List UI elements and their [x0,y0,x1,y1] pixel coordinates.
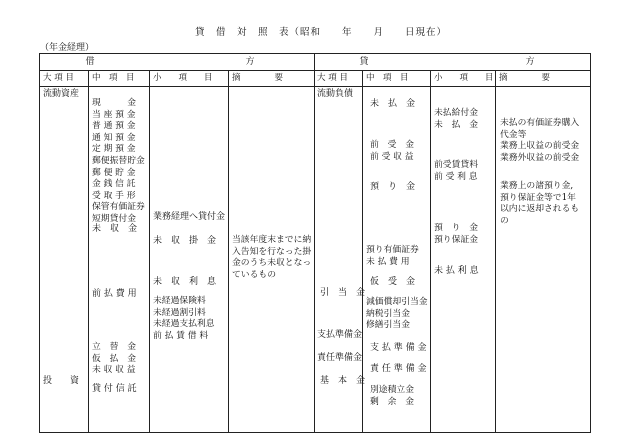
col-middle: 中 項 目 [92,73,135,83]
right-middle-column-4 [370,385,414,408]
column-header-divider [40,86,590,87]
right-summary-line: 預り保証金等で1年 [500,192,576,203]
right-major-liability-reserve: 責任準備金 [317,353,363,363]
credit-label: 貸 [359,57,369,67]
right-major-capital: 基 本 金 [320,376,366,386]
col-minor-2: 小 項 目 [434,73,494,83]
right-minor-item: 前 受 利 息 [434,171,478,182]
right-major-current-liabilities: 流動負債 [317,89,354,99]
left-minor-item: 未 収 掛 金 [153,236,217,246]
left-middle-item: 立 替 金 [92,342,136,352]
right-middle-item: 未 払 費 用 [366,256,410,267]
left-middle-item: 保管有価証券 [92,202,145,213]
right-summary-line: 以内に返却されるも [500,204,580,215]
right-minor-item: 預り保証金 [434,234,478,245]
debit-label: 借 [85,57,95,67]
right-summary-line: 代金等 [500,129,527,140]
right-middle-item: 前 受 収 益 [370,151,414,162]
left-middle-item: 未 収 金 [92,224,138,234]
col-divider [88,70,89,432]
credit-side-label: 方 [525,57,535,67]
left-minor-item: 未経過保険料 [153,296,206,306]
left-middle-item: 普 通 預 金 [92,121,136,132]
left-middle-item: 貸 付 信 託 [92,384,137,394]
right-minor-item: 未 払 金 [434,119,478,130]
right-middle-column-2 [366,245,419,268]
left-minor-item: 前 払 賃 借 料 [153,330,209,341]
left-middle-item: 未 収 収 益 [92,365,136,376]
right-middle-item: 支 払 準 備 金 [370,343,427,353]
left-summary-line: 入告知を行なった掛 [232,246,312,257]
left-minor-item: 業務経理へ貸付金 [153,212,226,222]
right-middle-column [370,140,414,163]
left-major-current-assets: 流動資産 [43,89,80,99]
left-minor-item: 未経過割引料 [153,307,206,318]
col-summary-2: 摘 要 [499,73,551,83]
right-major-allowances: 引 当 金 [320,288,366,298]
left-middle-item: 前 払 費 用 [92,289,137,299]
right-summary-line: 業務上の諸預り金, [500,181,574,191]
right-middle-item: 未 払 金 [370,99,416,109]
left-summary-line: 金のうち未収となっ [232,258,312,269]
left-middle-item: 通 知 預 金 [92,132,136,143]
col-divider [228,70,229,432]
left-summary-text [232,235,311,281]
center-divider [314,54,315,432]
right-middle-item: 仮 受 金 [370,277,416,287]
right-major-payment-reserve: 支払準備金 [317,330,363,340]
col-divider [149,70,150,432]
right-middle-item: 預り有価証券 [366,245,419,255]
left-minor-column-lower [153,296,215,342]
right-minor-column [434,108,478,131]
left-middle-item: 郵 便 貯 金 [92,167,136,178]
right-summary-text-2 [500,181,579,227]
left-middle-item: 仮 払 金 [92,353,136,364]
right-summary-line: の [500,215,509,226]
right-summary-line: 未払の有価証券購入 [500,118,580,128]
right-middle-item: 前 受 金 [370,140,414,150]
accounting-category: （年金経理） [40,43,95,53]
col-summary: 摘 要 [232,73,284,83]
right-minor-column-2 [434,160,478,183]
right-middle-column-3 [366,297,428,332]
left-middle-item: 郵便振替貯金 [92,155,145,166]
left-summary-line: ているもの [232,269,276,280]
right-summary-line: 業務外収益の前受金 [500,152,580,163]
left-middle-item: 金 銭 信 託 [92,179,136,190]
right-middle-item: 別途積立金 [370,385,414,395]
col-divider [430,70,431,432]
right-middle-item: 納税引当金 [366,308,410,319]
document-title: 貸 借 対 照 表（昭和 年 月 日現在） [195,27,448,38]
left-major-investments: 投 資 [43,376,80,386]
left-middle-item: 短期貸付金 [92,213,136,224]
right-summary-text [500,118,579,164]
right-middle-item: 減価償却引当金 [366,297,428,307]
col-major: 大 項 目 [43,73,74,83]
right-minor-column-3 [434,223,478,246]
col-minor: 小 項 目 [153,73,213,83]
left-minor-item: 未経過支払利息 [153,319,215,330]
left-middle-item: 現 金 [92,98,136,108]
col-major-2: 大 項 目 [317,73,348,83]
left-middle-item: 当 座 預 金 [92,109,136,120]
right-summary-line: 業務上収益の前受金 [500,141,580,152]
col-middle-2: 中 項 目 [366,73,409,83]
right-middle-item: 責 任 準 備 金 [370,364,427,374]
right-middle-item: 剰 余 金 [370,396,414,407]
col-divider [495,70,496,432]
balance-sheet-table [39,53,591,433]
right-minor-item: 前受賃貸料 [434,160,478,170]
right-middle-item: 預 り 金 [370,182,416,192]
left-minor-item: 未 収 利 息 [153,277,217,287]
left-middle-item: 受 取 手 形 [92,190,136,201]
left-summary-line: 当該年度末までに納 [232,235,312,245]
debit-side-label: 方 [245,57,255,67]
right-middle-item: 修繕引当金 [366,320,410,331]
left-middle-column [92,98,145,226]
left-middle-column-lower [92,342,136,377]
right-minor-item: 未 払 利 息 [434,266,479,276]
right-minor-item: 預 り 金 [434,223,478,233]
right-minor-item: 未払給付金 [434,108,478,118]
left-middle-item: 定 期 預 金 [92,144,136,155]
